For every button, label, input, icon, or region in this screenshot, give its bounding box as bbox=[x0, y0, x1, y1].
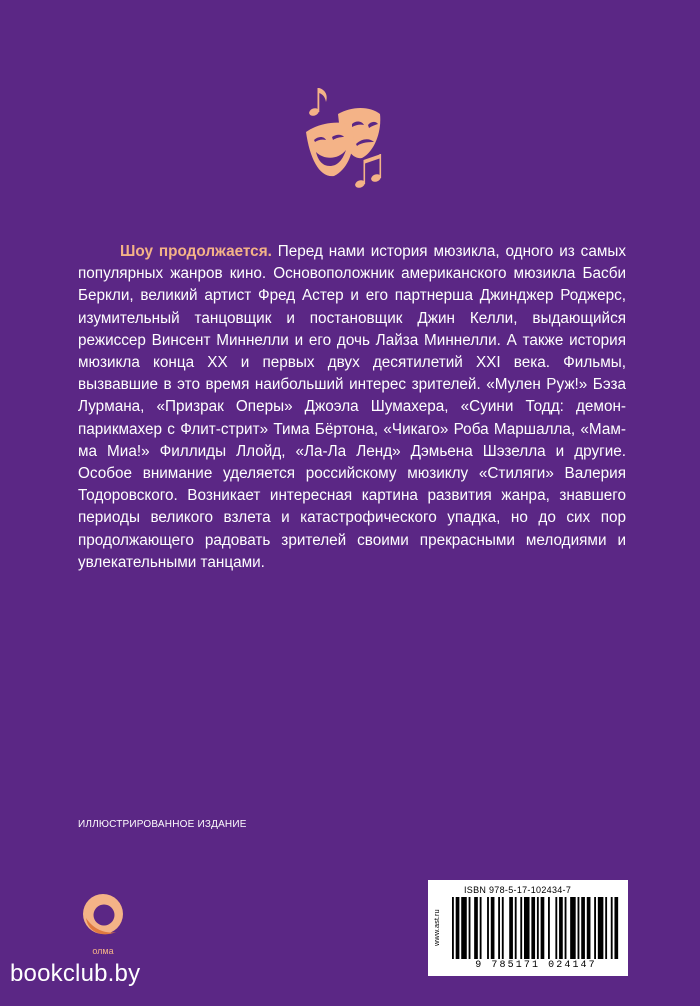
barcode-bar bbox=[537, 897, 539, 959]
theatre-masks-icon bbox=[300, 80, 385, 195]
barcode-bar bbox=[461, 897, 467, 959]
barcode-bar bbox=[614, 897, 618, 959]
barcode-bar bbox=[548, 897, 550, 959]
isbn-label: ISBN 978-5-17-102434-7 bbox=[464, 885, 572, 895]
barcode-bar bbox=[598, 897, 604, 959]
publisher-logo-text: олма bbox=[92, 946, 114, 956]
barcode-bar bbox=[456, 897, 460, 959]
barcode-icon bbox=[452, 897, 620, 959]
barcode-bar bbox=[587, 897, 591, 959]
barcode-bar bbox=[559, 897, 563, 959]
barcode-bar bbox=[487, 897, 489, 959]
barcode-bar bbox=[474, 897, 478, 959]
barcode-bar bbox=[452, 897, 454, 959]
edition-note: ИЛЛЮСТРИРОВАННОЕ ИЗДАНИЕ bbox=[78, 819, 247, 830]
barcode-bar bbox=[502, 897, 504, 959]
barcode-bar bbox=[541, 897, 545, 959]
barcode-bar bbox=[531, 897, 535, 959]
barcode-bar bbox=[570, 897, 576, 959]
watermark: bookclub.by bbox=[10, 960, 141, 987]
barcode-bar bbox=[520, 897, 522, 959]
barcode-bar bbox=[491, 897, 495, 959]
publisher-site: www.ast.ru bbox=[432, 909, 441, 947]
barcode-box bbox=[428, 880, 628, 976]
barcode-bar bbox=[524, 897, 530, 959]
barcode-bar bbox=[480, 897, 482, 959]
blurb-paragraph bbox=[78, 241, 626, 574]
barcode-bar bbox=[509, 897, 513, 959]
barcode-bar bbox=[515, 897, 517, 959]
barcode-bar bbox=[594, 897, 596, 959]
barcode-bar bbox=[578, 897, 580, 959]
barcode-bar bbox=[498, 897, 500, 959]
barcode-bar bbox=[611, 897, 613, 959]
barcode-bar bbox=[605, 897, 607, 959]
barcode-bar bbox=[581, 897, 585, 959]
barcode-bar bbox=[555, 897, 557, 959]
blurb-lead: Шоу продолжается. bbox=[120, 243, 272, 260]
barcode-bar bbox=[469, 897, 471, 959]
barcode-bar bbox=[565, 897, 567, 959]
ring-logo-icon bbox=[78, 888, 128, 968]
barcode-digits: 9 785171 024147 bbox=[475, 960, 597, 971]
blurb-text: Перед нами история мюзикла, одного из самых популярных жанров кино. Основоположник американского мюзикла Басби Беркли, великий артист Фред Астер и его партнерша Джинджер Роджерс, изумительный танцовщик и постановщик Джин Келли, выдающийся режиссер Винсент Миннелли и его дочь Лайза Миннелли. А также история мюзикла конца XX и первых двух десятилетий XXI века. Фильмы, вызвавшие в это время наибольший интерес зрителей. «Мулен Руж!» Бэза Лурмана, «Призрак Оперы» Джоэла Шумахера, «Суини Тодд: демон-парикмахер с Флит-стрит» Тима Бёртона, «Чикаго» Роба Маршалла, «Мамма Миа!» Филлиды Ллойд, «Ла-Ла Ленд» Дэмьена Шэзелла и другие. Особое внимание уделяется российскому мюзиклу «Стиляги» Валерия Тодоровского. Возникает интересная картина развития жанра, знавшего периоды великого взлета и катастрофического упадка, но до сих пор продолжающего радовать зрителей своими прекрасными мелодиями и увлекательными танцами. bbox=[78, 243, 626, 571]
